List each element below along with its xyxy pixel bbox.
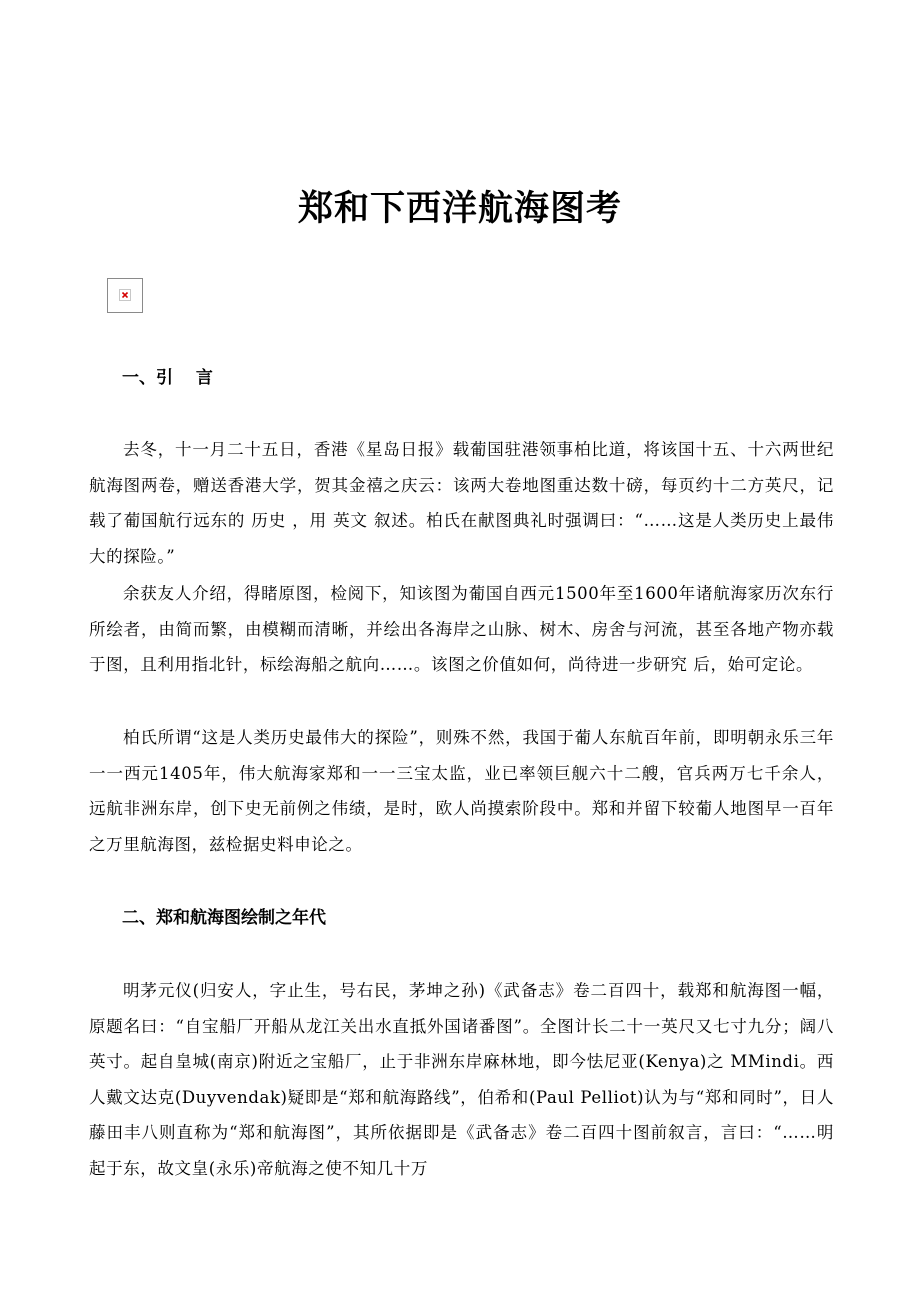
broken-image-placeholder [107, 278, 143, 313]
red-x-icon [122, 292, 128, 298]
broken-image-icon [119, 289, 131, 301]
section-heading-chart-date: 二、郑和航海图绘制之年代 [122, 908, 326, 928]
paragraph: 明茅元仪(归安人，字止生，号右民，茅坤之孙)《武备志》卷二百四十，载郑和航海图一幅，原题名曰：“自宝船厂开船从龙江关出水直抵外国诸番图”。全图计长二十一英尺又七寸九分；阔八英寸。起自皇城(南京)附近之宝船厂，止于非洲东岸麻林地，即今怯尼亚(Kenya)之 MMindi。西人戴文达克(Duyvendak)疑即是“郑和航海路线”，伯希和(Paul Pelliot)认为与“郑和同时”，日人藤田丰八则直称为“郑和航海图”，其所依据即是《武备志》卷二百四十图前叙言，言曰：“……明起于东，故文皇(永乐)帝航海之使不知几十万 [89, 981, 834, 1178]
paragraph: 余获友人介绍，得睹原图，检阅下，知该图为葡国自西元1500年至1600年诸航海家历次东行所绘者，由简而繁，由模糊而清晰，并绘出各海岸之山脉、树木、房舍与河流，甚至各地产物亦载于图，且利用指北针，标绘海船之航向……。该图之价值如何，尚待进一步研究 后，始可定论。 [89, 584, 834, 674]
document-title: 郑和下西洋航海图考 [297, 189, 622, 229]
section-heading-introduction: 一、引 言 [122, 368, 213, 388]
paragraph: 去冬，十一月二十五日，香港《星岛日报》载葡国驻港领事柏比道，将该国十五、十六两世纪航海图两卷，赠送香港大学，贺其金禧之庆云：该两大卷地图重达数十磅，每页约十二方英尺，记载了葡国航行远东的 历史 ，用 英文 叙述。柏氏在献图典礼时强调曰：“……这是人类历史上最伟大的探险。” [89, 440, 834, 566]
paragraph: 柏氏所谓“这是人类历史最伟大的探险”，则殊不然，我国于葡人东航百年前，即明朝永乐三年一一西元1405年，伟大航海家郑和一一三宝太监，业已率领巨舰六十二艘，官兵两万七千余人，远航非洲东岸，创下史无前例之伟绩，是时，欧人尚摸索阶段中。郑和并留下较葡人地图早一百年之万里航海图，兹检据史料申论之。 [89, 728, 834, 854]
